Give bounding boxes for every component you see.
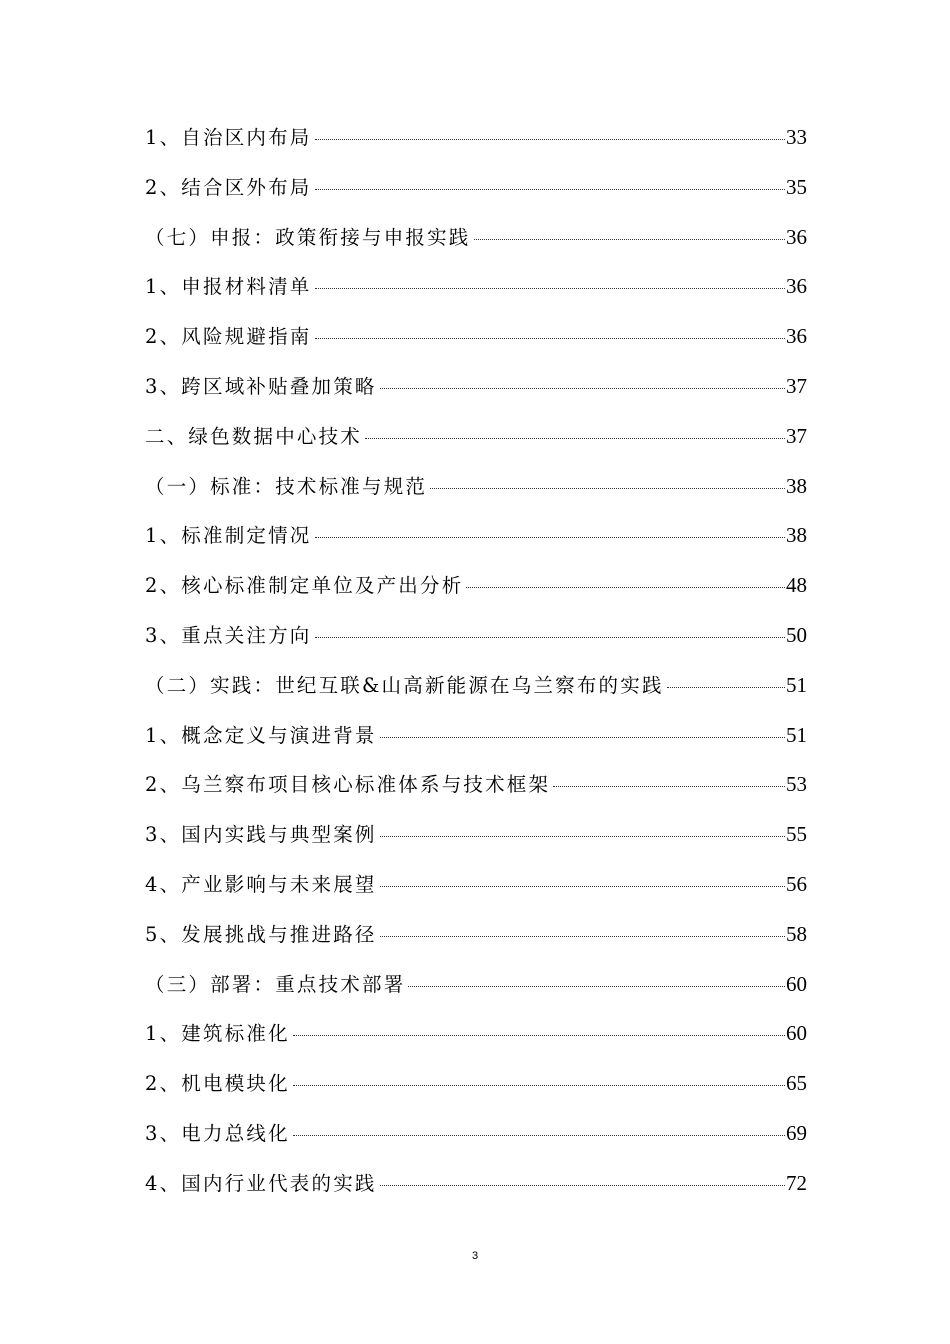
toc-entry-title: 3、跨区域补贴叠加策略 — [145, 374, 377, 398]
dot-leader — [553, 786, 785, 787]
toc-entry[interactable] — [145, 570, 807, 620]
dot-leader — [667, 687, 785, 688]
toc-entry-title: （七）申报：政策衔接与申报实践 — [145, 225, 471, 249]
toc-entry-page: 35 — [786, 174, 807, 199]
toc-entry-page: 38 — [786, 473, 807, 498]
dot-leader — [474, 239, 785, 240]
toc-entry-page: 48 — [786, 573, 807, 598]
toc-entry-title: 3、重点关注方向 — [145, 623, 312, 647]
toc-entry-title: 1、建筑标准化 — [145, 1022, 290, 1046]
toc-entry-page: 55 — [786, 822, 807, 847]
toc-entry-title: 2、风险规避指南 — [145, 325, 312, 349]
dot-leader — [293, 1035, 785, 1036]
toc-entry[interactable] — [145, 819, 807, 869]
toc-entry[interactable] — [145, 969, 807, 1019]
toc-entry[interactable] — [145, 720, 807, 770]
toc-entry[interactable] — [145, 222, 807, 272]
dot-leader — [380, 737, 785, 738]
toc-entry[interactable] — [145, 869, 807, 919]
toc-entry[interactable] — [145, 122, 807, 172]
toc-entry-page: 53 — [786, 772, 807, 797]
toc-entry[interactable] — [145, 620, 807, 670]
dot-leader — [293, 1135, 785, 1136]
toc-entry-page: 37 — [786, 373, 807, 398]
toc-entry[interactable] — [145, 1168, 807, 1218]
dot-leader — [315, 189, 785, 190]
toc-entry[interactable] — [145, 421, 807, 471]
dot-leader — [380, 836, 785, 837]
toc-entry-title: 2、乌兰察布项目核心标准体系与技术框架 — [145, 773, 551, 797]
toc-entry-page: 37 — [786, 423, 807, 448]
toc-entry-title: 2、核心标准制定单位及产出分析 — [145, 574, 464, 598]
toc-entry-title: 2、机电模块化 — [145, 1072, 290, 1096]
toc-entry-page: 36 — [786, 224, 807, 249]
toc-entry[interactable] — [145, 371, 807, 421]
toc-entry[interactable] — [145, 1068, 807, 1118]
toc-entry[interactable] — [145, 471, 807, 521]
dot-leader — [380, 388, 785, 389]
toc-entry-page: 69 — [786, 1120, 807, 1145]
dot-leader — [293, 1085, 785, 1086]
toc-entry-title: （一）标准：技术标准与规范 — [145, 474, 428, 498]
toc-entry-page: 36 — [786, 324, 807, 349]
table-of-contents — [145, 122, 807, 1218]
toc-entry-title: 1、申报材料清单 — [145, 275, 312, 299]
toc-entry-title: 4、产业影响与未来展望 — [145, 872, 377, 896]
dot-leader — [315, 637, 785, 638]
toc-entry-title: 2、结合区外布局 — [145, 175, 312, 199]
toc-entry[interactable] — [145, 172, 807, 222]
dot-leader — [408, 986, 785, 987]
toc-entry[interactable] — [145, 321, 807, 371]
dot-leader — [315, 537, 785, 538]
toc-entry-title: （二）实践：世纪互联&山高新能源在乌兰察布的实践 — [145, 673, 664, 697]
toc-entry[interactable] — [145, 520, 807, 570]
toc-entry[interactable] — [145, 1018, 807, 1068]
toc-entry-page: 72 — [786, 1170, 807, 1195]
toc-entry-title: 1、自治区内布局 — [145, 126, 312, 149]
dot-leader — [380, 886, 785, 887]
toc-entry-page: 36 — [786, 274, 807, 299]
toc-entry[interactable] — [145, 1118, 807, 1168]
dot-leader — [380, 936, 785, 937]
toc-entry-title: 3、电力总线化 — [145, 1121, 290, 1145]
toc-entry-title: 二、绿色数据中心技术 — [145, 424, 363, 448]
toc-entry-page: 60 — [786, 1021, 807, 1046]
toc-entry-page: 56 — [786, 871, 807, 896]
dot-leader — [365, 438, 785, 439]
toc-entry-page: 51 — [786, 672, 807, 697]
dot-leader — [380, 1185, 785, 1186]
dot-leader — [315, 139, 785, 140]
toc-entry[interactable] — [145, 670, 807, 720]
toc-entry-page: 50 — [786, 622, 807, 647]
dot-leader — [466, 587, 785, 588]
toc-entry[interactable] — [145, 769, 807, 819]
toc-entry-title: 4、国内行业代表的实践 — [145, 1171, 377, 1195]
toc-entry[interactable] — [145, 271, 807, 321]
toc-entry-page: 65 — [786, 1071, 807, 1096]
toc-entry-title: 3、国内实践与典型案例 — [145, 823, 377, 847]
toc-entry-page: 38 — [786, 523, 807, 548]
dot-leader — [430, 488, 785, 489]
toc-entry-page: 51 — [786, 722, 807, 747]
page-number: 3 — [471, 1250, 479, 1262]
toc-entry-page: 58 — [786, 921, 807, 946]
toc-entry-title: 5、发展挑战与推进路径 — [145, 922, 377, 946]
toc-entry-title: （三）部署：重点技术部署 — [145, 972, 406, 996]
dot-leader — [315, 288, 785, 289]
toc-entry-page: 33 — [786, 125, 807, 149]
toc-entry-page: 60 — [786, 971, 807, 996]
toc-entry-title: 1、标准制定情况 — [145, 524, 312, 548]
dot-leader — [315, 338, 785, 339]
toc-entry[interactable] — [145, 919, 807, 969]
toc-entry-title: 1、概念定义与演进背景 — [145, 723, 377, 747]
